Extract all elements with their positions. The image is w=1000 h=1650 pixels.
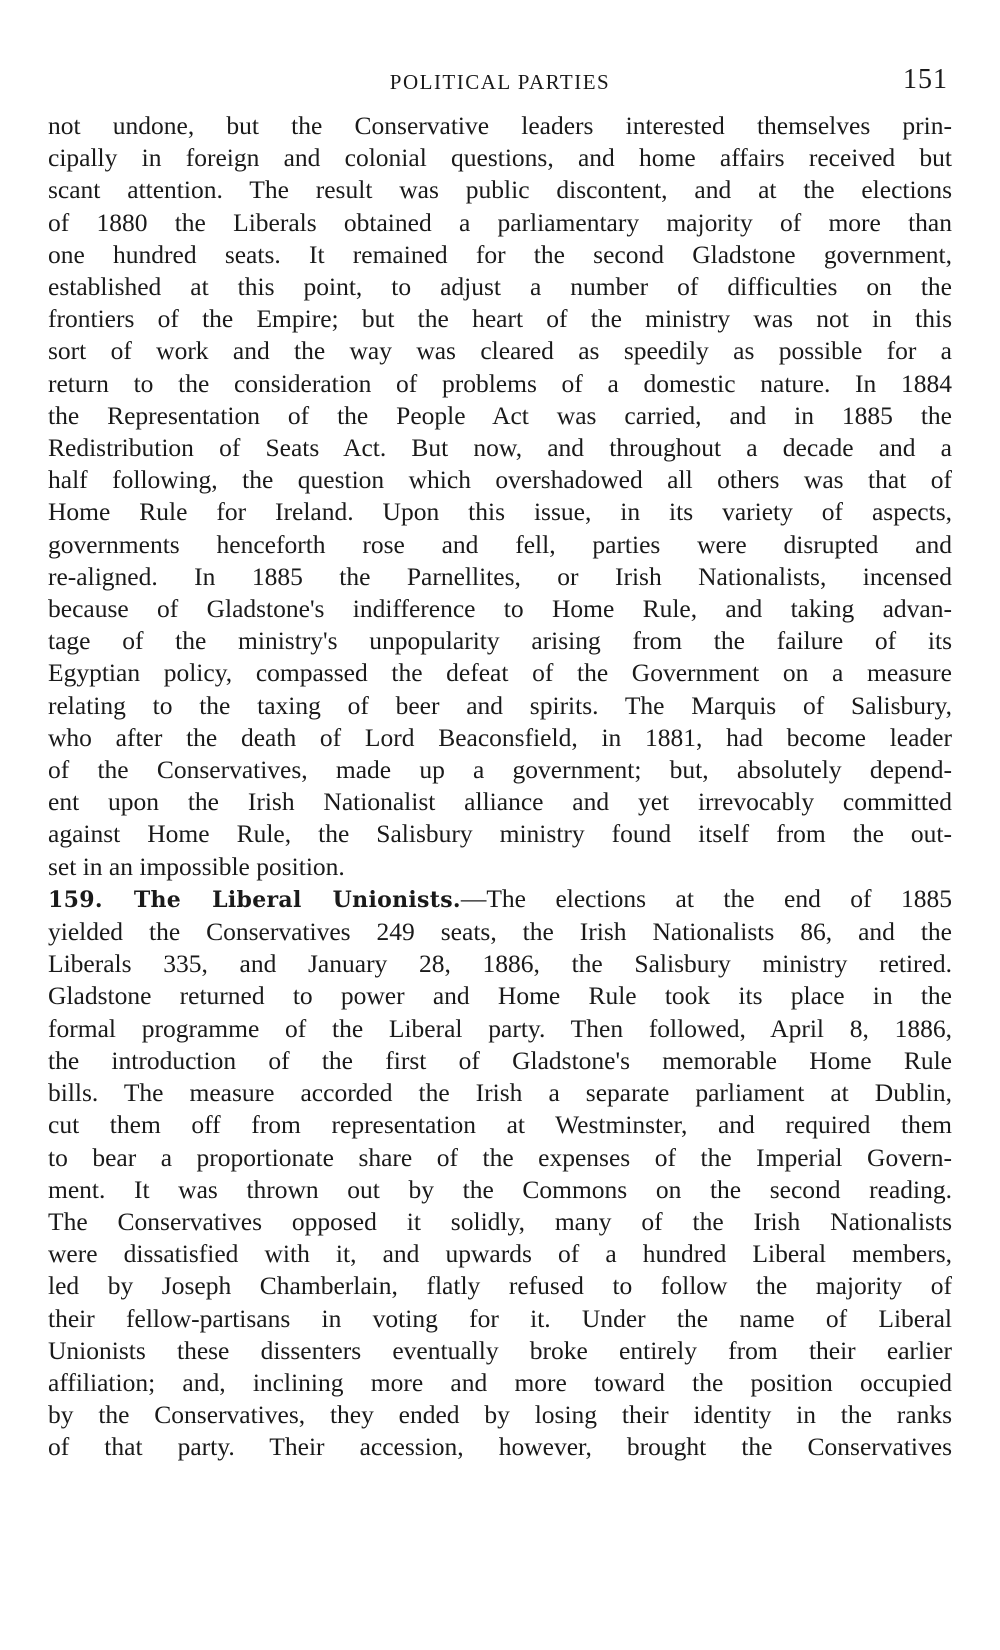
- text-line: Liberals 335, and January 28, 1886, the Salisbury ministry retired.: [48, 949, 952, 979]
- text-line: scant attention. The result was public discontent, and at the elections: [48, 175, 952, 205]
- text-line: sort of work and the way was cleared as speedily as possible for a: [48, 336, 952, 366]
- text-line: cipally in foreign and colonial questions, and home affairs received but: [48, 143, 952, 173]
- text-line: of that party. Their accession, however, brought the Conservatives: [48, 1432, 952, 1462]
- text-line: Home Rule for Ireland. Upon this issue, in its variety of aspects,: [48, 497, 952, 527]
- text-line: Gladstone returned to power and Home Rule took its place in the: [48, 981, 952, 1011]
- text-line: set in an impossible position.: [48, 851, 345, 881]
- text-line: frontiers of the Empire; but the heart of the ministry was not in this: [48, 304, 952, 334]
- text-line: cut them off from representation at Westminster, and required them: [48, 1110, 952, 1140]
- text-line: led by Joseph Chamberlain, flatly refused to follow the majority of: [48, 1271, 952, 1301]
- text-line: formal programme of the Liberal party. Then followed, April 8, 1886,: [48, 1013, 952, 1043]
- text-line: were dissatisfied with it, and upwards of a hundred Liberal members,: [48, 1239, 952, 1269]
- text-line: because of Gladstone's indifference to Home Rule, and taking advan-: [48, 594, 952, 624]
- text-line: the introduction of the first of Gladstone's memorable Home Rule: [48, 1045, 952, 1075]
- running-title: POLITICAL PARTIES: [389, 70, 611, 94]
- text-line: to bear a proportionate share of the expenses of the Imperial Govern-: [48, 1142, 952, 1172]
- text-line: ment. It was thrown out by the Commons on the second reading.: [48, 1174, 952, 1204]
- text-line: bills. The measure accorded the Irish a separate parliament at Dublin,: [48, 1078, 952, 1108]
- page-number: 151: [903, 64, 948, 95]
- running-header: [48, 58, 952, 98]
- text-line: against Home Rule, the Salisbury ministry found itself from the out-: [48, 819, 952, 849]
- text-line: yielded the Conservatives 249 seats, the Irish Nationalists 86, and the: [48, 917, 952, 947]
- text-line: who after the death of Lord Beaconsfield, in 1881, had become leader: [48, 722, 952, 752]
- text-line: Unionists these dissenters eventually broke entirely from their earlier: [48, 1335, 952, 1365]
- text-line: Redistribution of Seats Act. But now, and throughout a decade and a: [48, 433, 952, 463]
- text-line: The Conservatives opposed it solidly, many of the Irish Nationalists: [48, 1206, 952, 1236]
- text-line: not undone, but the Conservative leaders interested themselves prin-: [48, 111, 952, 140]
- text-line: of 1880 the Liberals obtained a parliamentary majority of more than: [48, 207, 952, 237]
- text-line: governments henceforth rose and fell, parties were disrupted and: [48, 529, 952, 559]
- text-line: established at this point, to adjust a number of difficulties on the: [48, 272, 952, 302]
- text-line: of the Conservatives, made up a government; but, absolutely depend-: [48, 755, 952, 785]
- text-line: relating to the taxing of beer and spirits. The Marquis of Salisbury,: [48, 690, 952, 720]
- section-first-line: [48, 883, 952, 916]
- text-line: ent upon the Irish Nationalist alliance and yet irrevocably committed: [48, 787, 952, 817]
- text-line: by the Conservatives, they ended by losing their identity in the ranks: [48, 1400, 952, 1430]
- text-line: their fellow-partisans in voting for it. Under the name of Liberal: [48, 1303, 952, 1333]
- body-text: [48, 110, 952, 1464]
- section-first-line-text: —The elections at the end of 1885: [460, 883, 952, 913]
- text-line: affiliation; and, inclining more and more toward the position occupied: [48, 1367, 952, 1397]
- text-line: one hundred seats. It remained for the second Gladstone government,: [48, 239, 952, 269]
- text-line: tage of the ministry's unpopularity arising from the failure of its: [48, 626, 952, 656]
- book-page: [48, 58, 952, 1464]
- text-line: re-aligned. In 1885 the Parnellites, or Irish Nationalists, incensed: [48, 561, 952, 591]
- text-line: return to the consideration of problems of a domestic nature. In 1884: [48, 368, 952, 398]
- text-line: Egyptian policy, compassed the defeat of the Government on a measure: [48, 658, 952, 688]
- text-line: half following, the question which overshadowed all others was that of: [48, 465, 952, 495]
- section-heading: 159. The Liberal Unionists.: [48, 886, 461, 913]
- text-line: the Representation of the People Act was carried, and in 1885 the: [48, 400, 952, 430]
